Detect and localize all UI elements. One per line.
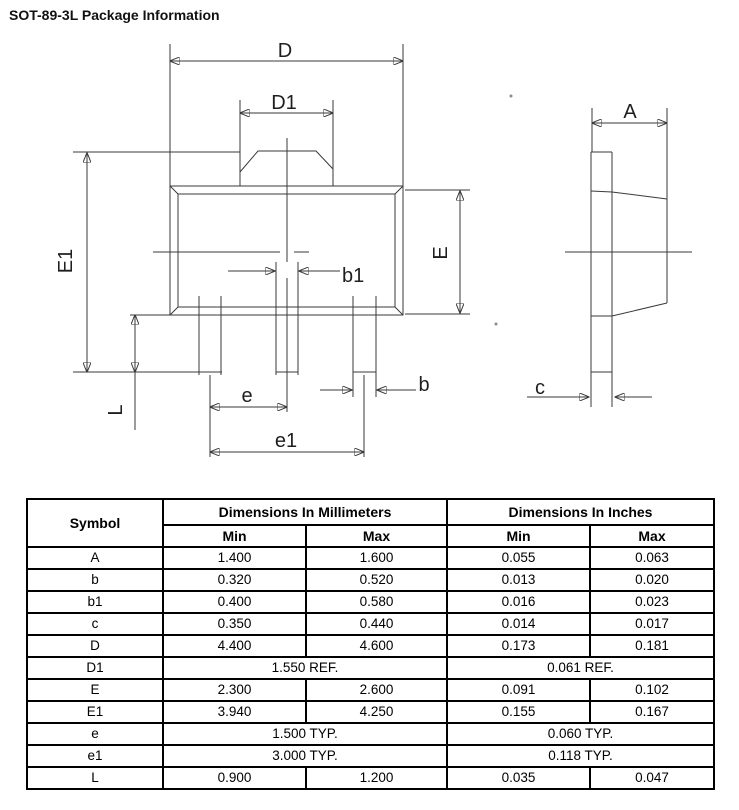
cell-symbol: c <box>27 613 163 635</box>
table-row <box>27 767 714 789</box>
header-in-max: Max <box>590 525 714 547</box>
cell-mm-min: 2.300 <box>163 679 306 701</box>
cell-symbol: b <box>27 569 163 591</box>
tab-bottom <box>591 191 612 192</box>
cell-mm-max: 0.580 <box>306 591 447 613</box>
cell-in-span: 0.060 TYP. <box>447 723 714 745</box>
cell-symbol: E1 <box>27 701 163 723</box>
cell-mm-min: 1.400 <box>163 547 306 569</box>
table-row <box>27 635 714 657</box>
page-title: SOT-89-3L Package Information <box>9 7 220 23</box>
side-body <box>612 192 667 316</box>
print-dot <box>495 323 498 326</box>
table-row <box>27 701 714 723</box>
dimensions-table <box>26 498 715 790</box>
cell-symbol: A <box>27 547 163 569</box>
side-view <box>527 101 692 407</box>
body-bottom-slope <box>612 303 667 316</box>
table-row <box>27 723 714 745</box>
dim-label-b1: b1 <box>342 265 365 287</box>
front-view <box>55 40 470 457</box>
header-in-min: Min <box>447 525 590 547</box>
dimension-b1 <box>228 265 364 287</box>
table-row <box>27 613 714 635</box>
cell-in-min: 0.016 <box>447 591 590 613</box>
dim-label-b: b <box>418 374 430 396</box>
cell-symbol: L <box>27 767 163 789</box>
dim-label-E: E <box>430 246 452 260</box>
cell-in-span: 0.061 REF. <box>447 657 714 679</box>
dimensions-table-container <box>26 498 715 790</box>
cell-in-min: 0.155 <box>447 701 590 723</box>
table-row <box>27 591 714 613</box>
cell-mm-max: 4.600 <box>306 635 447 657</box>
cell-mm-min: 3.940 <box>163 701 306 723</box>
cell-mm-max: 1.200 <box>306 767 447 789</box>
cell-mm-min: 0.400 <box>163 591 306 613</box>
cell-in-max: 0.020 <box>590 569 714 591</box>
cell-in-min: 0.055 <box>447 547 590 569</box>
table-row <box>27 679 714 701</box>
cell-mm-max: 0.520 <box>306 569 447 591</box>
dimension-A <box>592 101 667 200</box>
side-strip <box>591 152 612 407</box>
cell-in-min: 0.035 <box>447 767 590 789</box>
cell-mm-min: 0.320 <box>163 569 306 591</box>
cell-mm-span: 1.500 TYP. <box>163 723 447 745</box>
cell-in-max: 0.023 <box>590 591 714 613</box>
dim-label-E1: E1 <box>55 248 77 274</box>
cell-in-max: 0.047 <box>590 767 714 789</box>
chamfer <box>395 186 403 194</box>
cell-in-min: 0.014 <box>447 613 590 635</box>
cell-mm-max: 1.600 <box>306 547 447 569</box>
dimension-b <box>320 374 430 396</box>
cell-mm-span: 3.000 TYP. <box>163 745 447 767</box>
cell-in-max: 0.181 <box>590 635 714 657</box>
cell-mm-min: 4.400 <box>163 635 306 657</box>
print-dot <box>510 95 513 98</box>
header-millimeters: Dimensions In Millimeters <box>163 499 447 525</box>
table-row <box>27 657 714 679</box>
chamfer <box>395 307 403 315</box>
dimension-E1 <box>55 152 240 372</box>
cell-symbol: e1 <box>27 745 163 767</box>
cell-in-min: 0.091 <box>447 679 590 701</box>
center-lines <box>153 138 309 412</box>
dim-label-e1: e1 <box>274 430 298 452</box>
dimension-E <box>405 190 470 314</box>
cell-symbol: e <box>27 723 163 745</box>
dim-label-D: D <box>277 40 293 62</box>
dim-label-c: c <box>535 377 545 399</box>
cell-symbol: E <box>27 679 163 701</box>
header-symbol: Symbol <box>27 499 163 547</box>
cell-in-max: 0.017 <box>590 613 714 635</box>
cell-mm-max: 2.600 <box>306 679 447 701</box>
cell-in-min: 0.013 <box>447 569 590 591</box>
cell-in-max: 0.102 <box>590 679 714 701</box>
cell-mm-min: 0.900 <box>163 767 306 789</box>
chamfer <box>170 186 178 194</box>
cell-symbol: b1 <box>27 591 163 613</box>
header-inches: Dimensions In Inches <box>447 499 714 525</box>
header-mm-max: Max <box>306 525 447 547</box>
table-row <box>27 569 714 591</box>
table-row <box>27 547 714 569</box>
cell-mm-max: 4.250 <box>306 701 447 723</box>
cell-in-span: 0.118 TYP. <box>447 745 714 767</box>
dim-label-D1: D1 <box>271 92 297 114</box>
dim-label-e: e <box>241 385 253 407</box>
cell-mm-span: 1.550 REF. <box>163 657 447 679</box>
body-top-slope <box>612 192 667 199</box>
cell-mm-max: 0.440 <box>306 613 447 635</box>
dim-label-A: A <box>623 101 637 123</box>
cell-symbol: D <box>27 635 163 657</box>
dim-label-L: L <box>105 404 127 416</box>
cell-in-min: 0.173 <box>447 635 590 657</box>
header-mm-min: Min <box>163 525 306 547</box>
table-header-row <box>27 499 714 525</box>
cell-in-max: 0.063 <box>590 547 714 569</box>
dimension-c <box>527 377 652 399</box>
cell-in-max: 0.167 <box>590 701 714 723</box>
table-row <box>27 745 714 767</box>
cell-symbol: D1 <box>27 657 163 679</box>
chamfer <box>170 307 178 315</box>
cell-mm-min: 0.350 <box>163 613 306 635</box>
